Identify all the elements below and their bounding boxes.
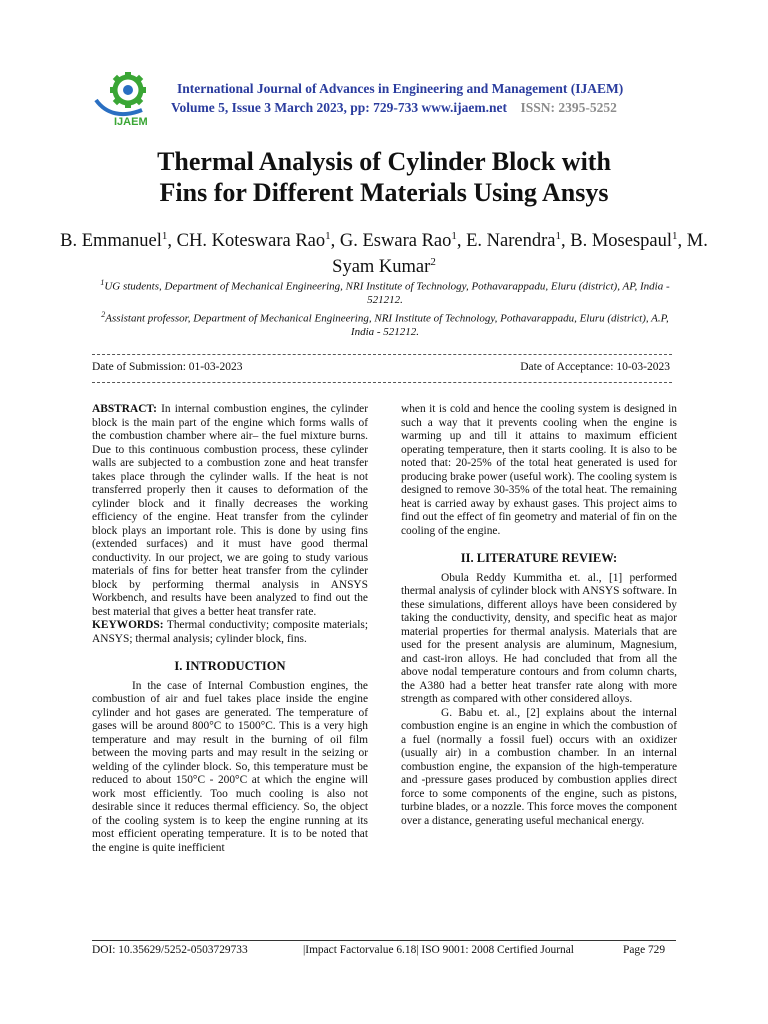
- section-heading: I. INTRODUCTION: [174, 659, 286, 673]
- author-name: B. Mosespaul: [570, 231, 672, 251]
- right-column: [401, 403, 677, 828]
- author-name: B. Emmanuel: [60, 231, 162, 251]
- keywords-label: KEYWORDS:: [92, 619, 164, 631]
- title-line: Thermal Analysis of Cylinder Block with: [157, 147, 611, 176]
- journal-meta: [171, 100, 617, 116]
- affiliation-sup: 2: [101, 309, 106, 319]
- affiliations: [90, 276, 680, 339]
- author-sup: 1: [325, 229, 331, 242]
- keywords: [92, 619, 368, 646]
- footer-divider: [92, 940, 676, 941]
- affiliation: [90, 276, 680, 308]
- acceptance-date: Date of Acceptance: 10-03-2023: [520, 361, 670, 373]
- keywords-text: Thermal conductivity; composite materials; ANSYS; thermal analysis; cylinder block, fins.: [92, 619, 368, 645]
- title-line: Fins for Different Materials Using Ansys: [159, 178, 609, 207]
- author-sep: ,: [561, 231, 571, 251]
- footer-doi: DOI: 10.35629/5252-0503729733: [92, 944, 248, 956]
- author-name: CH. Koteswara Rao: [176, 231, 326, 251]
- section-heading: II. LITERATURE REVIEW:: [460, 551, 618, 565]
- footer-page-number: Page 729: [623, 944, 666, 956]
- author-sup: 1: [161, 229, 168, 242]
- author-list: [60, 228, 708, 280]
- author-name: G. Eswara Rao: [339, 231, 452, 251]
- abstract-text: In internal combustion engines, the cylinder block is the main part of the engine which forms walls of the combustion chamber where air– the fuel mixture burns. Due to this continuous combustion process, these cylinder walls are subjected to a combustion zone and heat transfer takes place through the cylinder walls. If the heat is not transferred properly then it causes to deformation of the cylinder block and it finally decreases the working efficiency of the engine. Heat transfer from the cylinder block plays an important role. This is done by using fins (extended surfaces) and it must have good thermal conductivity. In our project, we are going to study various materials of fins for better heat transfer from the cylinder block by performing thermal analysis in ANSYS Workbench, and results have been analyzed to find out the best material that gives a better heat transfer rate.: [92, 403, 368, 618]
- author-sup: 1: [451, 229, 457, 242]
- author-name: E. Narendra: [466, 231, 556, 251]
- affiliation-sup: 1: [100, 278, 105, 287]
- divider: [92, 354, 672, 355]
- gear-icon: [110, 72, 146, 108]
- journal-title: International Journal of Advances in Engineering and Management (IJAEM): [177, 81, 624, 96]
- divider: [92, 382, 672, 383]
- affiliation: [90, 308, 680, 340]
- paper-title: [60, 146, 708, 208]
- author-sep: ,: [677, 231, 687, 251]
- volume-info: Volume 5, Issue 3 March 2023, pp: 729-733 www.ijaem.net: [171, 100, 507, 115]
- author-sup: 1: [555, 229, 561, 242]
- submission-date: Date of Submission: 01-03-2023: [92, 361, 243, 373]
- author-sup: 2: [430, 255, 436, 268]
- intro-paragraph: In the case of Internal Combustion engines, the combustion of air and fuel takes place inside the engine cylinder and hot gases are generated. The temperature of gases will be around 800°C to 1500°C. This is a very high temperature and may result in the burning of oil film between the moving parts and may result in the seizing or welding of the cylinder block. So, this temperature must be reduced to about 150°C - 200°C at which the engine will work most efficiently. Too much cooling is also not desirable since it reduces thermal efficiency. So, the object of the cooling system is to keep the engine running at its most efficient operating temperature. It is to be noted that the engine is quite inefficient: [92, 679, 368, 854]
- author-sep: ,: [456, 231, 467, 251]
- abstract: [92, 403, 368, 619]
- intro-continuation: when it is cold and hence the cooling system is designed in such a way that it prevents cooling when the engine is warming up and till it attains to maximum efficient operating temperature, then it starts cooling. It is also to be noted that: 20-25% of the total heat generated is used for producing brake power (useful work). The cooling system is designed to remove 30-35% of the total heat. The remaining heat is carried away by exhaust gases. This project aims to find out the effect of fin geometry and material of fin on the cooling of the engine.: [401, 403, 677, 537]
- logo-text: IJAEM: [114, 116, 148, 128]
- abstract-label: ABSTRACT:: [92, 403, 157, 415]
- author-sep: ,: [330, 231, 340, 251]
- literature-paragraph: G. Babu et. al., [2] explains about the internal combustion engine is an engine in which the combustion of a fuel (normally a fossil fuel) occurs with an oxidizer (usually air) in a combustion chamber. In an internal combustion engine, the expansion of the high-temperature and -pressure gases produced by combustion applies direct force to some components of the engine, such as pistons, turbine blades, or a nozzle. This force moves the component over a distance, generating useful mechanical energy.: [401, 706, 677, 827]
- left-column: [92, 403, 368, 855]
- footer-impact: |Impact Factorvalue 6.18| ISO 9001: 2008 Certified Journal: [303, 944, 574, 956]
- author-sup: 1: [672, 229, 678, 242]
- affiliation-text: Assistant professor, Department of Mechanical Engineering, NRI Institute of Technology, Pothavarappadu, Eluru (district), A.P, India - 521212.: [105, 312, 669, 338]
- author-name: M. Syam Kumar: [332, 231, 708, 277]
- issn: ISSN: 2395-5252: [520, 100, 617, 115]
- affiliation-text: UG students, Department of Mechanical Engineering, NRI Institute of Technology, Pothavarappadu, Eluru (district), AP, India - 521212.: [104, 280, 670, 307]
- ijaem-logo: [92, 70, 164, 128]
- author-sep: ,: [167, 231, 177, 251]
- literature-paragraph: Obula Reddy Kummitha et. al., [1] performed thermal analysis of cylinder block with ANSYS software. In these simulations, different alloys have been considered by taking the conductivity, density, and specific heat as major material properties for thermal analysis. Materials that are used for the present analysis are aluminum, Magnesium, and cast-iron alloys. He had concluded that from all the above nodal temperature contours and from column charts, the A380 had a better heat transfer rate along with more strength as compared with other considered alloys.: [401, 571, 677, 705]
